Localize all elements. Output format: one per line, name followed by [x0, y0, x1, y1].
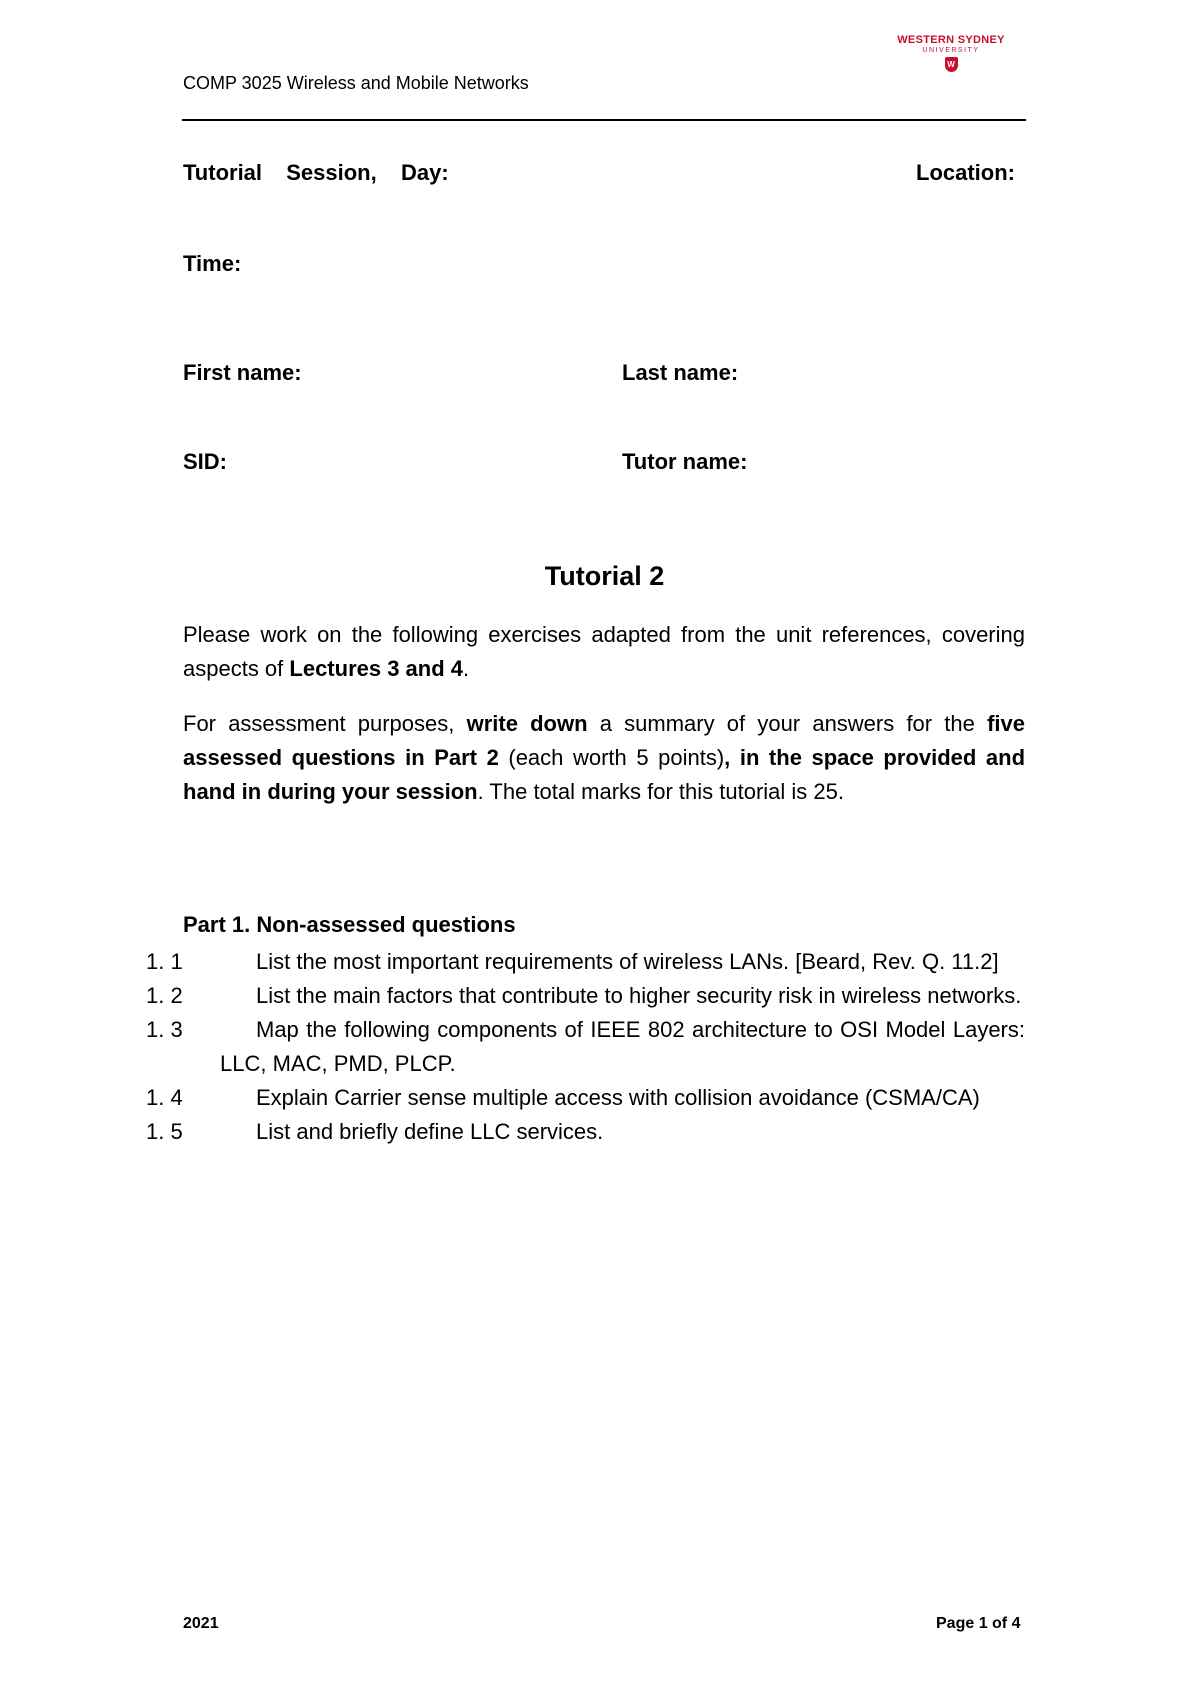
list-item [146, 945, 1025, 979]
question-text: List and briefly define LLC services. [256, 1119, 604, 1144]
intro-paragraph-2: For assessment purposes, write down a summary of your answers for the five assessed questions in Part 2 (each worth 5 points), in the space provided and hand in during your session. The total marks for this tutorial is 25. [183, 711, 1026, 804]
question-number: 1. 3 [146, 1017, 183, 1042]
sid-label: SID: [183, 449, 227, 474]
header-divider [182, 119, 1026, 121]
list-item [146, 979, 1025, 1013]
question-number: 1. 2 [146, 983, 183, 1008]
question-text: List the most important requirements of wireless LANs. [Beard, Rev. Q. 11.2] [256, 949, 999, 974]
header-unit-title: COMP 3025 Wireless and Mobile Networks [183, 73, 529, 93]
question-list [146, 945, 1025, 1149]
logo-line2: UNIVERSITY [922, 47, 980, 54]
intro-paragraph-1: Please work on the following exercises adapted from the unit references, covering aspects of Lectures 3 and 4. [183, 622, 1025, 681]
university-logo [896, 34, 1006, 72]
footer-year: 2021 [183, 1615, 219, 1632]
part1-heading: Part 1. Non-assessed questions [183, 912, 516, 937]
page-title: Tutorial 2 [544, 561, 665, 591]
question-number: 1. 1 [146, 949, 183, 974]
question-number: 1. 4 [146, 1085, 183, 1110]
logo-line1: WESTERN SYDNEY [897, 34, 1005, 46]
session-day-label: Tutorial Session, Day: [183, 160, 449, 185]
question-text: Map the following components of IEEE 802 architecture to OSI Model Layers: LLC, MAC, PMD, PLCP. [220, 1017, 1025, 1076]
shield-icon: W [945, 57, 958, 72]
first-name-label: First name: [183, 360, 302, 385]
list-item [146, 1115, 1025, 1149]
page-number: Page 1 of 4 [936, 1615, 1021, 1632]
list-item [146, 1081, 1025, 1115]
time-label: Time: [183, 251, 242, 276]
location-label: Location: [916, 160, 1015, 185]
list-item [146, 1013, 1025, 1081]
question-text: List the main factors that contribute to higher security risk in wireless networks. [256, 983, 1022, 1008]
tutor-name-label: Tutor name: [622, 449, 748, 474]
last-name-label: Last name: [622, 360, 739, 385]
question-number: 1. 5 [146, 1119, 183, 1144]
question-text: Explain Carrier sense multiple access with collision avoidance (CSMA/CA) [256, 1085, 980, 1110]
